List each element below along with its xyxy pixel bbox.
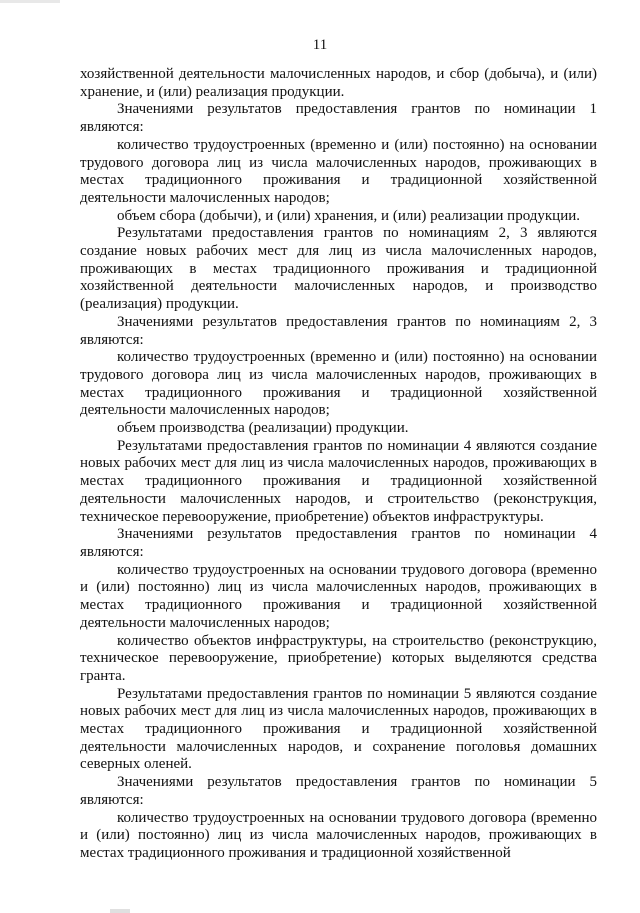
paragraph-infrastructure-count: количество объектов инфраструктуры, на строительство (реконструкцию, техническое перевооружение, приобретение) которых выделяются средства гранта.: [80, 632, 597, 684]
paragraph-results-nomination-4: Результатами предоставления грантов по номинации 4 являются создание новых рабочих мест для лиц из числа малочисленных народов, проживающих в местах традиционного проживания и традиционной хозяйственной деятельности малочисленных народов, и строительство (реконструкция, техническое перевооружение, приобретение) объектов инфраструктуры.: [80, 437, 597, 525]
paragraph-values-nomination-1: Значениями результатов предоставления грантов по номинации 1 являются:: [80, 101, 597, 136]
paragraph-results-nominations-2-3: Результатами предоставления грантов по номинациям 2, 3 являются создание новых рабочих мест для лиц из числа малочисленных народов, проживающих в местах традиционного проживания и традиционной хозяйственной деятельности малочисленных народов, и производство (реализация) продукции.: [80, 225, 597, 313]
paragraph-employed-count-5: количество трудоустроенных на основании трудового договора (временно и (или) постоянно) лиц из числа малочисленных народов, проживающих в местах традиционного проживания и традиционной хозяйственной: [80, 809, 597, 861]
paragraph-employed-count-1: количество трудоустроенных (временно и (или) постоянно) на основании трудового договора лиц из числа малочисленных народов, проживающих в местах традиционного проживания и традиционной хозяйственной деятельности малочисленных народов;: [80, 136, 597, 206]
scan-edge-mark: [0, 0, 60, 3]
paragraph-employed-count-4: количество трудоустроенных на основании трудового договора (временно и (или) постоянно) лиц из числа малочисленных народов, проживающих в местах традиционного проживания и традиционной хозяйственной деятельности малочисленных народов;: [80, 561, 597, 631]
paragraph-results-nomination-5: Результатами предоставления грантов по номинации 5 являются создание новых рабочих мест для лиц из числа малочисленных народов, проживающих в местах традиционного проживания и традиционной хозяйственной деятельности малочисленных народов, и сохранение поголовья домашних северных оленей.: [80, 685, 597, 773]
document-body: [80, 66, 597, 863]
paragraph-employed-count-2-3: количество трудоустроенных (временно и (или) постоянно) на основании трудового договора лиц из числа малочисленных народов, проживающих в местах традиционного проживания и традиционной хозяйственной деятельности малочисленных народов;: [80, 349, 597, 419]
paragraph-production-volume: объем производства (реализации) продукции.: [117, 420, 409, 437]
paragraph-values-nominations-2-3: Значениями результатов предоставления грантов по номинациям 2, 3 являются:: [80, 313, 597, 348]
paragraph-values-nomination-4: Значениями результатов предоставления грантов по номинации 4 являются:: [80, 526, 597, 560]
scan-edge-mark-bottom: [110, 909, 130, 913]
page-number: 11: [312, 37, 328, 53]
paragraph-values-nomination-5: Значениями результатов предоставления грантов по номинации 5 являются:: [80, 774, 597, 808]
paragraph-continuation: хозяйственной деятельности малочисленных народов, и сбор (добыча), и (или) хранение, и (или) реализация продукции.: [80, 66, 597, 100]
paragraph-collection-volume: объем сбора (добычи), и (или) хранения, и (или) реализации продукции.: [117, 207, 581, 224]
